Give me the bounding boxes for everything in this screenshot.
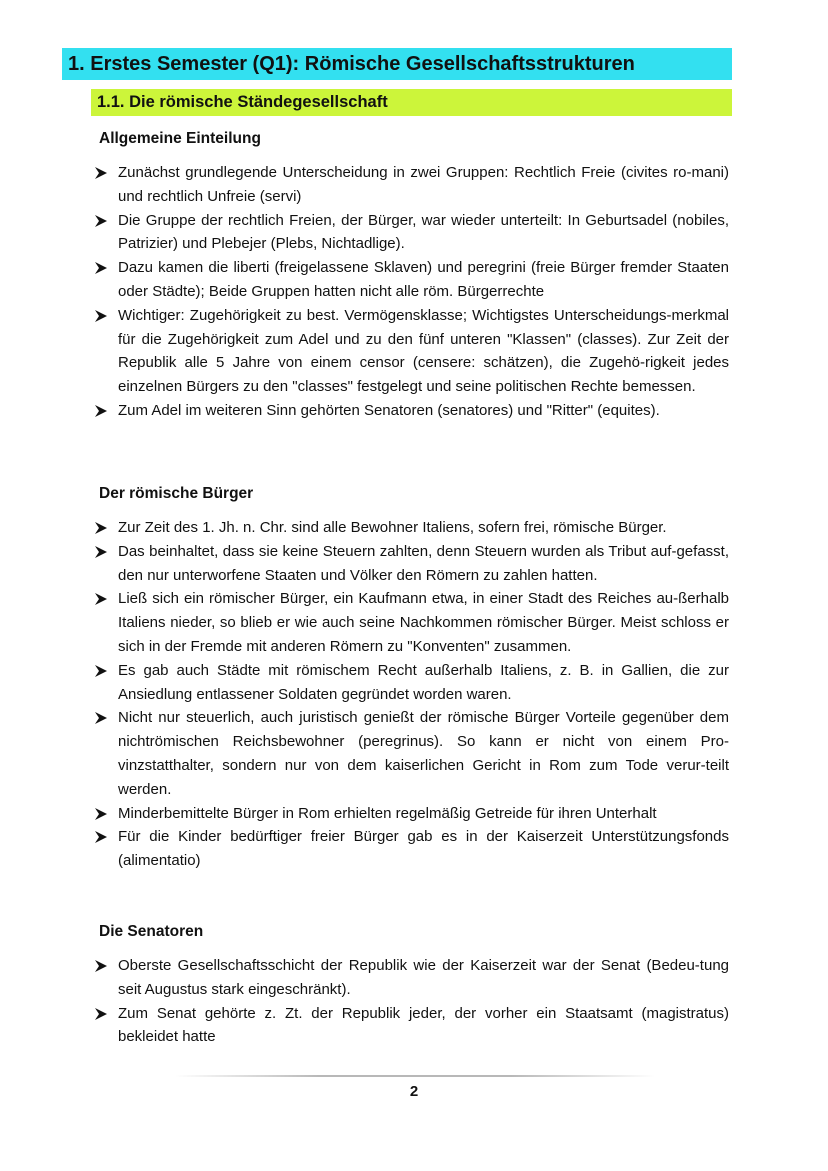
arrow-bullet-icon: [94, 807, 108, 821]
list-item: Minderbemittelte Bürger in Rom erhielten regelmäßig Getreide für ihren Unterhalt: [92, 802, 729, 826]
arrow-bullet-icon: [94, 309, 108, 323]
list-item: Dazu kamen die liberti (freigelassene Sklaven) und peregrini (freie Bürger fremder Staaten oder Städte); Beide Gruppen hatten nicht alle röm. Bürgerrechte: [92, 256, 729, 304]
subsection-title-der-roemische-buerger: Der römische Bürger: [99, 485, 254, 502]
arrow-bullet-icon: [94, 261, 108, 275]
arrow-bullet-icon: [94, 959, 108, 973]
list-item: Wichtiger: Zugehörigkeit zu best. Vermögensklasse; Wichtigstes Unterscheidungs-merkmal für die Zugehörigkeit zum Adel und zu den fünf unteren "Klassen" (classes). Zur Zeit der Republik alle 5 Jahre von einem censor (censere: schätzen), die Zugehö-rigkeit jedes einzelnen Bürgers zu den "classes" festgelegt und seine politischen Rechte bemessen.: [92, 304, 729, 399]
arrow-bullet-icon: [94, 1007, 108, 1021]
arrow-bullet-icon: [94, 521, 108, 535]
arrow-bullet-icon: [94, 166, 108, 180]
list-item: Ließ sich ein römischer Bürger, ein Kaufmann etwa, in einer Stadt des Reiches au-ßerhalb Italiens nieder, so blieb er wie auch seine Nachkommen römischer Bürger. Meist schloss er sich in der Fremde mit anderen Römern zu "Konventen" zusammen.: [92, 587, 729, 658]
arrow-bullet-icon: [94, 214, 108, 228]
list-item: Nicht nur steuerlich, auch juristisch genießt der römische Bürger Vorteile gegenüber dem nichtrömischen Reichsbewohner (peregrinus). So kann er nicht von einem Pro-vinzstatthalter, sondern nur von dem kaiserlichen Gericht in Rom zum Tode verur-teilt werden.: [92, 706, 729, 801]
arrow-bullet-icon: [94, 592, 108, 606]
list-item: Zur Zeit des 1. Jh. n. Chr. sind alle Bewohner Italiens, sofern frei, römische Bürger.: [92, 516, 729, 540]
list-item: Oberste Gesellschaftsschicht der Republik wie der Kaiserzeit war der Senat (Bedeu-tung seit Augustus stark eingeschränkt).: [92, 954, 729, 1002]
chapter-heading: 1. Erstes Semester (Q1): Römische Gesellschaftsstrukturen: [62, 48, 732, 80]
list-item: Es gab auch Städte mit römischem Recht außerhalb Italiens, z. B. in Gallien, die zur Ansiedlung entlassener Soldaten gegründet worden waren.: [92, 659, 729, 707]
bullet-list-die-senatoren: [92, 954, 729, 1049]
list-item: Das beinhaltet, dass sie keine Steuern zahlten, denn Steuern wurden als Tribut auf-gefasst, den nur unterworfene Staaten und Völker den Römern zu zahlen hatten.: [92, 540, 729, 588]
list-item: Die Gruppe der rechtlich Freien, der Bürger, war wieder unterteilt: In Geburtsadel (nobiles, Patrizier) und Plebejer (Plebs, Nichtadlige).: [92, 209, 729, 257]
list-item: Zum Senat gehörte z. Zt. der Republik jeder, der vorher ein Staatsamt (magistratus) bekleidet hatte: [92, 1002, 729, 1050]
footer-divider: [175, 1075, 655, 1077]
arrow-bullet-icon: [94, 404, 108, 418]
list-item: Zum Adel im weiteren Sinn gehörten Senatoren (senatores) und "Ritter" (equites).: [92, 399, 729, 423]
arrow-bullet-icon: [94, 664, 108, 678]
subsection-title-die-senatoren: Die Senatoren: [99, 923, 204, 940]
section-heading: 1.1. Die römische Ständegesellschaft: [91, 89, 732, 116]
bullet-list-der-roemische-buerger: [92, 516, 729, 873]
list-item: Zunächst grundlegende Unterscheidung in zwei Gruppen: Rechtlich Freie (civites ro-mani) und rechtlich Unfreie (servi): [92, 161, 729, 209]
bullet-list-allgemeine-einteilung: [92, 161, 729, 423]
arrow-bullet-icon: [94, 711, 108, 725]
subsection-title-allgemeine-einteilung: Allgemeine Einteilung: [99, 130, 261, 147]
arrow-bullet-icon: [94, 545, 108, 559]
page-number: 2: [409, 1083, 419, 1100]
arrow-bullet-icon: [94, 830, 108, 844]
list-item: Für die Kinder bedürftiger freier Bürger gab es in der Kaiserzeit Unterstützungsfonds (alimentatio): [92, 825, 729, 873]
